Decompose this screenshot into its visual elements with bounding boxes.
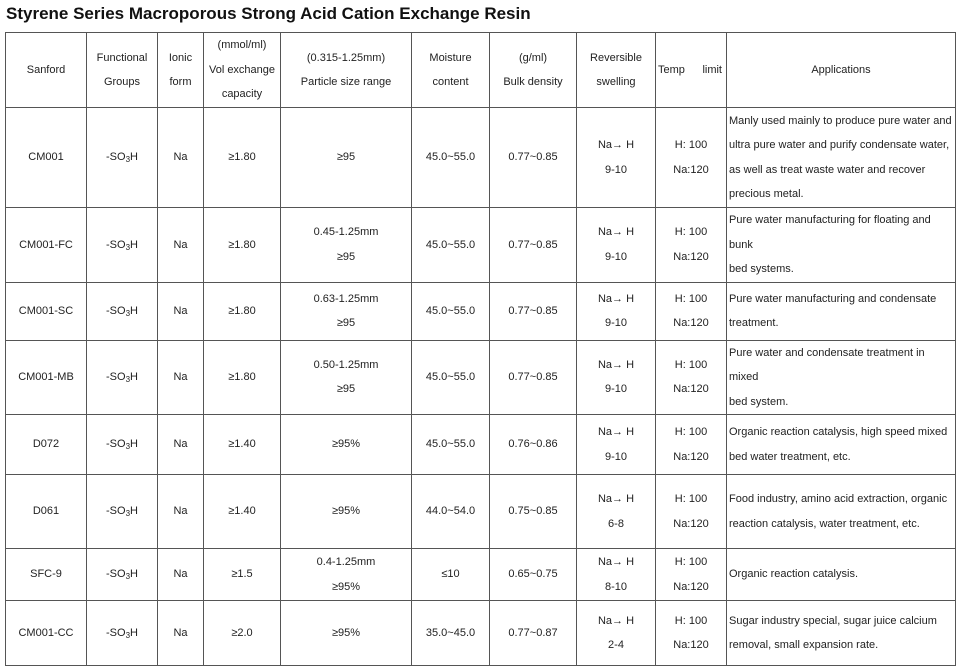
capacity-cell: ≥1.80 <box>204 208 281 283</box>
temp-limit-cell: H: 100 Na:120 <box>656 415 727 475</box>
temp-limit-cell: H: 100 Na:120 <box>656 340 727 415</box>
swelling-cell: Na→ H 9-10 <box>577 340 656 415</box>
header-functional-groups: Functional Groups <box>87 33 158 108</box>
functional-group-cell: $-SO_3H$ <box>87 601 158 666</box>
capacity-cell: ≥1.5 <box>204 549 281 601</box>
particle-size-cell: 0.63-1.25mm ≥95 <box>281 282 412 340</box>
model-cell: SFC-9 <box>6 549 87 601</box>
functional-group-cell: $-SO_3H$ <box>87 549 158 601</box>
ionic-form-cell: Na <box>158 549 204 601</box>
swelling-cell: Na→ H 9-10 <box>577 415 656 475</box>
temp-limit-cell: H: 100 Na:120 <box>656 108 727 208</box>
swelling-cell: Na→ H 2-4 <box>577 601 656 666</box>
particle-size-cell: 0.50-1.25mm ≥95 <box>281 340 412 415</box>
functional-group-cell: $-SO_3H$ <box>87 208 158 283</box>
ionic-form-cell: Na <box>158 601 204 666</box>
swelling-cell: Na→ H 9-10 <box>577 208 656 283</box>
particle-size-cell: ≥95% <box>281 415 412 475</box>
model-cell: CM001-CC <box>6 601 87 666</box>
model-cell: CM001-FC <box>6 208 87 283</box>
applications-cell: Pure water manufacturing for floating and bunk bed systems. <box>727 208 956 283</box>
ionic-form-cell: Na <box>158 282 204 340</box>
table-row <box>6 340 956 415</box>
applications-cell: Organic reaction catalysis, high speed mixed bed water treatment, etc. <box>727 415 956 475</box>
functional-group-cell: $-SO_3H$ <box>87 282 158 340</box>
temp-limit-cell: H: 100 Na:120 <box>656 475 727 549</box>
ionic-form-cell: Na <box>158 340 204 415</box>
capacity-cell: ≥1.80 <box>204 340 281 415</box>
bulk-density-cell: 0.76~0.86 <box>490 415 577 475</box>
temp-limit-cell: H: 100 Na:120 <box>656 282 727 340</box>
moisture-cell: 44.0~54.0 <box>412 475 490 549</box>
table-row <box>6 601 956 666</box>
bulk-density-cell: 0.77~0.85 <box>490 340 577 415</box>
capacity-cell: ≥1.40 <box>204 475 281 549</box>
model-cell: CM001-MB <box>6 340 87 415</box>
bulk-density-cell: 0.77~0.85 <box>490 208 577 283</box>
page-title: Styrene Series Macroporous Strong Acid Cation Exchange Resin <box>6 4 531 23</box>
moisture-cell: 45.0~55.0 <box>412 340 490 415</box>
table-row <box>6 475 956 549</box>
header-bulk-density: (g/ml) Bulk density <box>490 33 577 108</box>
bulk-density-cell: 0.77~0.85 <box>490 108 577 208</box>
moisture-cell: 35.0~45.0 <box>412 601 490 666</box>
temp-limit-cell: H: 100 Na:120 <box>656 208 727 283</box>
resin-spec-table <box>5 32 956 666</box>
ionic-form-cell: Na <box>158 208 204 283</box>
moisture-cell: 45.0~55.0 <box>412 282 490 340</box>
applications-cell: Sugar industry special, sugar juice calcium removal, small expansion rate. <box>727 601 956 666</box>
model-cell: CM001 <box>6 108 87 208</box>
header-temp-limit: Temp limit <box>656 33 727 108</box>
header-capacity: (mmol/ml) Vol exchange capacity <box>204 33 281 108</box>
moisture-cell: 45.0~55.0 <box>412 208 490 283</box>
model-cell: D061 <box>6 475 87 549</box>
particle-size-cell: 0.4-1.25mm ≥95% <box>281 549 412 601</box>
applications-cell: Pure water and condensate treatment in mixed bed system. <box>727 340 956 415</box>
bulk-density-cell: 0.77~0.87 <box>490 601 577 666</box>
bulk-density-cell: 0.77~0.85 <box>490 282 577 340</box>
ionic-form-cell: Na <box>158 475 204 549</box>
model-cell: CM001-SC <box>6 282 87 340</box>
table-body <box>6 108 956 666</box>
capacity-cell: ≥1.80 <box>204 282 281 340</box>
functional-group-cell: $-SO_3H$ <box>87 340 158 415</box>
header-swelling: Reversible swelling <box>577 33 656 108</box>
header-applications: Applications <box>727 33 956 108</box>
table-row <box>6 549 956 601</box>
temp-limit-cell: H: 100 Na:120 <box>656 549 727 601</box>
functional-group-cell: $-SO_3H$ <box>87 415 158 475</box>
bulk-density-cell: 0.65~0.75 <box>490 549 577 601</box>
header-particle-size: (0.315-1.25mm) Particle size range <box>281 33 412 108</box>
functional-group-cell: $-SO_3H$ <box>87 475 158 549</box>
capacity-cell: ≥2.0 <box>204 601 281 666</box>
applications-cell: Pure water manufacturing and condensate treatment. <box>727 282 956 340</box>
swelling-cell: Na→ H 6-8 <box>577 475 656 549</box>
moisture-cell: 45.0~55.0 <box>412 415 490 475</box>
header-moisture: Moisture content <box>412 33 490 108</box>
particle-size-cell: ≥95% <box>281 475 412 549</box>
table-row <box>6 415 956 475</box>
capacity-cell: ≥1.80 <box>204 108 281 208</box>
particle-size-cell: 0.45-1.25mm ≥95 <box>281 208 412 283</box>
swelling-cell: Na→ H 9-10 <box>577 282 656 340</box>
functional-group-cell: $-SO_3H$ <box>87 108 158 208</box>
particle-size-cell: ≥95 <box>281 108 412 208</box>
ionic-form-cell: Na <box>158 108 204 208</box>
model-cell: D072 <box>6 415 87 475</box>
particle-size-cell: ≥95% <box>281 601 412 666</box>
header-row <box>6 33 956 108</box>
table-row <box>6 108 956 208</box>
swelling-cell: Na→ H 8-10 <box>577 549 656 601</box>
table-row <box>6 282 956 340</box>
swelling-cell: Na→ H 9-10 <box>577 108 656 208</box>
header-model: Sanford <box>6 33 87 108</box>
capacity-cell: ≥1.40 <box>204 415 281 475</box>
header-ionic-form: Ionic form <box>158 33 204 108</box>
moisture-cell: 45.0~55.0 <box>412 108 490 208</box>
applications-cell: Food industry, amino acid extraction, organic reaction catalysis, water treatment, etc. <box>727 475 956 549</box>
ionic-form-cell: Na <box>158 415 204 475</box>
table-row <box>6 208 956 283</box>
applications-cell: Manly used mainly to produce pure water and ultra pure water and purify condensate water, as well as treat waste water and recover precious metal. <box>727 108 956 208</box>
bulk-density-cell: 0.75~0.85 <box>490 475 577 549</box>
moisture-cell: ≤10 <box>412 549 490 601</box>
temp-limit-cell: H: 100 Na:120 <box>656 601 727 666</box>
applications-cell: Organic reaction catalysis. <box>727 549 956 601</box>
